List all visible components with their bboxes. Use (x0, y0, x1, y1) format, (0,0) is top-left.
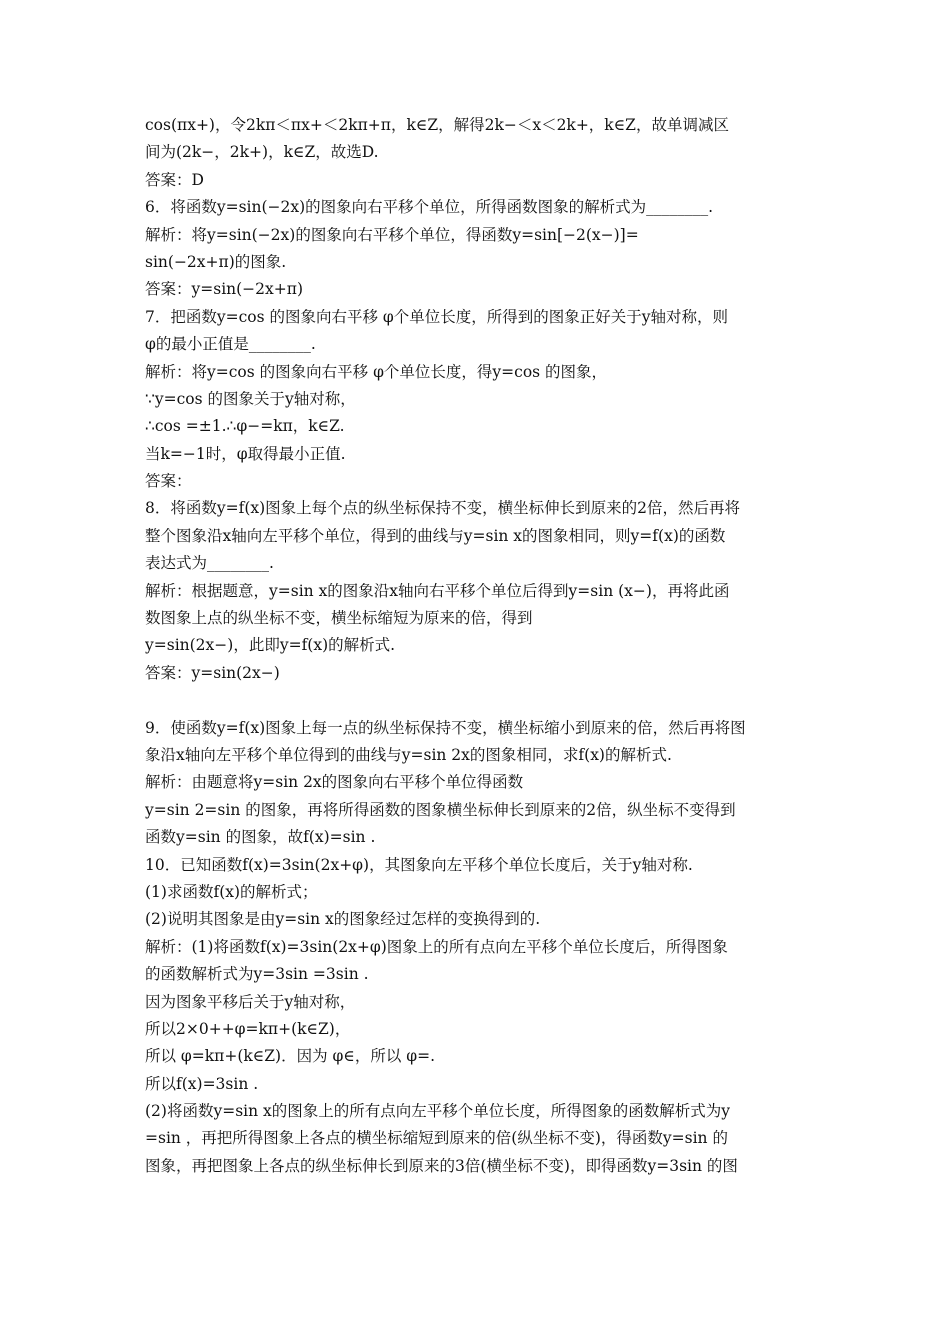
text-line: cos(πx+)，令2kπ＜πx+＜2kπ+π，k∈Z，解得2k−＜x＜2k+，k∈Z，故单调减区 (145, 116, 729, 134)
text-line: (2)将函数y=sin x的图象上的所有点向左平移个单位长度，所得图象的函数解析式为y (145, 1102, 731, 1121)
text-line: φ的最小正值是________. (145, 335, 316, 354)
answer-line: 答案：D (145, 170, 204, 189)
text-line: 所以2×0++φ=kπ+(k∈Z)， (145, 1019, 351, 1038)
answer-line: 答案：y=sin(−2x+π) (145, 280, 303, 299)
solution-line: 解析：将y=cos 的图象向右平移 φ个单位长度，得y=cos 的图象， (145, 362, 608, 381)
text-line: ∵y=cos 的图象关于y轴对称， (145, 389, 356, 408)
question-9: 9．使函数y=f(x)图象上每一点的纵坐标保持不变，横坐标缩小到原来的倍，然后再将图 (145, 718, 746, 737)
text-line: 数图象上点的纵坐标不变，横坐标缩短为原来的倍，得到 (145, 609, 533, 628)
document-page (145, 112, 815, 1180)
question-6: 6．将函数y=sin(−2x)的图象向右平移个单位，所得函数图象的解析式为________. (145, 198, 714, 217)
solution-line: 解析：由题意将y=sin 2x的图象向右平移个单位得函数 (145, 773, 524, 792)
text-line: 表达式为________. (145, 554, 274, 573)
text-line: (1)求函数f(x)的解析式； (145, 882, 318, 901)
text-line: 函数y=sin 的图象，故f(x)=sin . (145, 828, 376, 847)
answer-line: 答案：y=sin(2x−) (145, 663, 280, 682)
text-line: y=sin 2=sin 的图象，再将所得函数的图象横坐标伸长到原来的2倍，纵坐标不变得到 (145, 800, 736, 819)
text-line: 象沿x轴向左平移个单位得到的曲线与y=sin 2x的图象相同，求f(x)的解析式. (145, 745, 672, 764)
text-line: 因为图象平移后关于y轴对称， (145, 992, 356, 1011)
question-10: 10．已知函数f(x)=3sin(2x+φ)，其图象向左平移个单位长度后，关于y轴对称. (145, 855, 693, 874)
text-line: =sin ，再把所得图象上各点的横坐标缩短到原来的倍(纵坐标不变)，得函数y=sin 的 (145, 1129, 728, 1148)
text-line: 所以f(x)=3sin . (145, 1074, 259, 1093)
text-line: 的函数解析式为y=3sin =3sin . (145, 965, 369, 984)
question-8: 8．将函数y=f(x)图象上每个点的纵坐标保持不变，横坐标伸长到原来的2倍，然后再将 (145, 499, 741, 518)
solution-line: 解析：(1)将函数f(x)=3sin(2x+φ)图象上的所有点向左平移个单位长度后，所得图象 (145, 937, 728, 956)
text-line: ∴cos =±1.∴φ−=kπ，k∈Z. (145, 417, 345, 436)
text-line: 当k=−1时，φ取得最小正值. (145, 444, 346, 463)
answer-line: 答案： (145, 472, 192, 491)
text-line: 整个图象沿x轴向左平移个单位，得到的曲线与y=sin x的图象相同，则y=f(x)的函数 (145, 526, 726, 545)
blank-line (145, 687, 815, 714)
solution-line: 解析：将y=sin(−2x)的图象向右平移个单位，得函数y=sin[−2(x−)]= (145, 225, 639, 244)
solution-line: 解析：根据题意，y=sin x的图象沿x轴向右平移个单位后得到y=sin (x−)，再将此函 (145, 581, 730, 600)
text-line: (2)说明其图象是由y=sin x的图象经过怎样的变换得到的. (145, 910, 541, 929)
text-line: 所以 φ=kπ+(k∈Z)．因为 φ∈，所以 φ=. (145, 1047, 436, 1066)
text-line: y=sin(2x−)，此即y=f(x)的解析式. (145, 636, 396, 655)
text-line: 图象，再把图象上各点的纵坐标伸长到原来的3倍(横坐标不变)，即得函数y=3sin 的图 (145, 1156, 738, 1175)
question-7: 7．把函数y=cos 的图象向右平移 φ个单位长度，所得到的图象正好关于y轴对称，则 (145, 307, 729, 326)
text-line: 间为(2k−，2k+)，k∈Z，故选D. (145, 143, 379, 162)
text-line: sin(−2x+π)的图象. (145, 252, 287, 271)
